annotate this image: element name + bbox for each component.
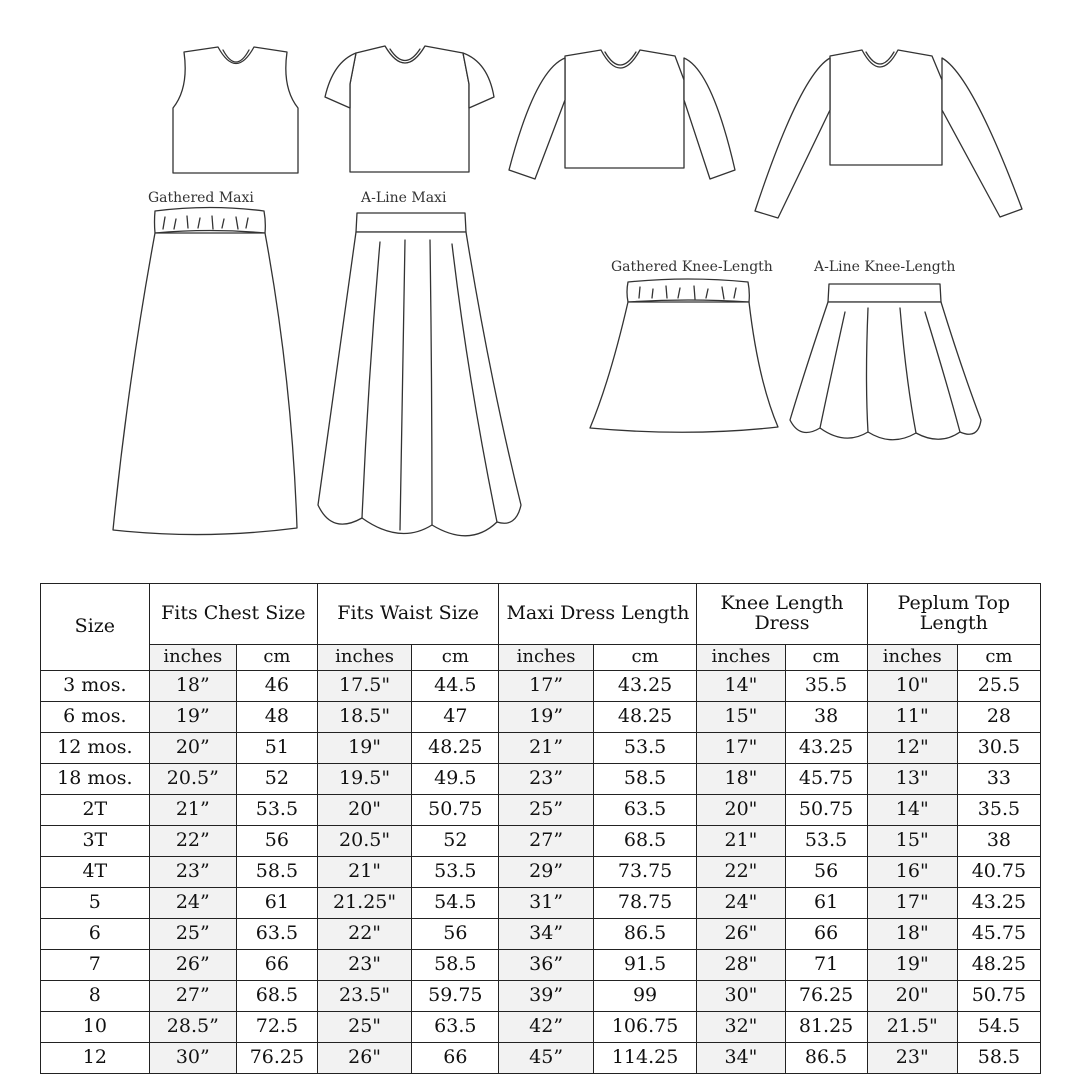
measurement-cell: 58.5 bbox=[412, 950, 499, 981]
size-cell: 7 bbox=[41, 950, 150, 981]
measurement-cell: 19" bbox=[867, 950, 957, 981]
measurement-cell: 14" bbox=[867, 795, 957, 826]
measurement-cell: 50.75 bbox=[785, 795, 867, 826]
measurement-cell: 40.75 bbox=[957, 857, 1040, 888]
measurement-cell: 25” bbox=[149, 919, 236, 950]
measurement-cell: 66 bbox=[412, 1043, 499, 1074]
unit-inches: inches bbox=[149, 645, 236, 671]
measurement-cell: 86.5 bbox=[593, 919, 697, 950]
measurement-cell: 66 bbox=[236, 950, 317, 981]
measurement-cell: 27” bbox=[499, 826, 593, 857]
measurement-cell: 19” bbox=[149, 702, 236, 733]
measurement-cell: 106.75 bbox=[593, 1012, 697, 1043]
measurement-cell: 23” bbox=[149, 857, 236, 888]
measurement-cell: 21.25" bbox=[317, 888, 411, 919]
size-cell: 4T bbox=[41, 857, 150, 888]
label-gathered-maxi: Gathered Maxi bbox=[148, 190, 254, 206]
measurement-cell: 35.5 bbox=[785, 671, 867, 702]
size-cell: 6 mos. bbox=[41, 702, 150, 733]
measurement-cell: 18" bbox=[867, 919, 957, 950]
measurement-cell: 73.75 bbox=[593, 857, 697, 888]
table-row bbox=[41, 919, 1041, 950]
header-waist: Fits Waist Size bbox=[317, 584, 499, 645]
measurement-cell: 23” bbox=[499, 764, 593, 795]
size-header: Size bbox=[41, 584, 150, 671]
measurement-cell: 56 bbox=[412, 919, 499, 950]
measurement-cell: 23" bbox=[867, 1043, 957, 1074]
size-cell: 10 bbox=[41, 1012, 150, 1043]
gathered-maxi-skirt-sketch bbox=[113, 208, 297, 535]
measurement-cell: 53.5 bbox=[412, 857, 499, 888]
size-cell: 5 bbox=[41, 888, 150, 919]
measurement-cell: 43.25 bbox=[593, 671, 697, 702]
size-cell: 12 mos. bbox=[41, 733, 150, 764]
measurement-cell: 28 bbox=[957, 702, 1040, 733]
measurement-cell: 28.5” bbox=[149, 1012, 236, 1043]
size-cell: 12 bbox=[41, 1043, 150, 1074]
measurement-cell: 34” bbox=[499, 919, 593, 950]
measurement-cell: 68.5 bbox=[236, 981, 317, 1012]
long-sleeve-top-sketch bbox=[755, 50, 1022, 218]
measurement-cell: 26" bbox=[317, 1043, 411, 1074]
measurement-cell: 44.5 bbox=[412, 671, 499, 702]
measurement-cell: 54.5 bbox=[957, 1012, 1040, 1043]
table-row bbox=[41, 981, 1041, 1012]
measurement-cell: 36” bbox=[499, 950, 593, 981]
sleeveless-top-sketch bbox=[173, 47, 298, 173]
measurement-cell: 71 bbox=[785, 950, 867, 981]
measurement-cell: 45.75 bbox=[957, 919, 1040, 950]
measurement-cell: 17" bbox=[867, 888, 957, 919]
group-header-row bbox=[41, 584, 1041, 645]
measurement-cell: 53.5 bbox=[785, 826, 867, 857]
measurement-cell: 58.5 bbox=[593, 764, 697, 795]
table-row bbox=[41, 826, 1041, 857]
measurement-cell: 81.25 bbox=[785, 1012, 867, 1043]
measurement-cell: 21” bbox=[499, 733, 593, 764]
measurement-cell: 22" bbox=[317, 919, 411, 950]
measurement-cell: 19" bbox=[317, 733, 411, 764]
measurement-cell: 27” bbox=[149, 981, 236, 1012]
measurement-cell: 31” bbox=[499, 888, 593, 919]
measurement-cell: 51 bbox=[236, 733, 317, 764]
measurement-cell: 58.5 bbox=[236, 857, 317, 888]
measurement-cell: 20" bbox=[697, 795, 785, 826]
measurement-cell: 76.25 bbox=[785, 981, 867, 1012]
measurement-cell: 38 bbox=[957, 826, 1040, 857]
measurement-cell: 63.5 bbox=[412, 1012, 499, 1043]
unit-cm: cm bbox=[785, 645, 867, 671]
measurement-cell: 76.25 bbox=[236, 1043, 317, 1074]
unit-cm: cm bbox=[236, 645, 317, 671]
unit-inches: inches bbox=[499, 645, 593, 671]
unit-cm: cm bbox=[957, 645, 1040, 671]
header-chest: Fits Chest Size bbox=[149, 584, 317, 645]
unit-cm: cm bbox=[412, 645, 499, 671]
measurement-cell: 21" bbox=[697, 826, 785, 857]
measurement-cell: 17.5" bbox=[317, 671, 411, 702]
measurement-cell: 47 bbox=[412, 702, 499, 733]
label-aline-maxi: A-Line Maxi bbox=[361, 190, 447, 206]
aline-maxi-skirt-sketch bbox=[318, 213, 521, 536]
measurement-cell: 25" bbox=[317, 1012, 411, 1043]
measurement-cell: 29” bbox=[499, 857, 593, 888]
puff-sleeve-top-sketch bbox=[325, 46, 494, 172]
measurement-cell: 20" bbox=[867, 981, 957, 1012]
measurement-cell: 48 bbox=[236, 702, 317, 733]
size-cell: 8 bbox=[41, 981, 150, 1012]
three-quarter-sleeve-top-sketch bbox=[509, 50, 735, 179]
measurement-cell: 18.5" bbox=[317, 702, 411, 733]
measurement-cell: 15" bbox=[867, 826, 957, 857]
measurement-cell: 20" bbox=[317, 795, 411, 826]
size-cell: 18 mos. bbox=[41, 764, 150, 795]
table-row bbox=[41, 671, 1041, 702]
measurement-cell: 32" bbox=[697, 1012, 785, 1043]
measurement-cell: 13" bbox=[867, 764, 957, 795]
measurement-cell: 20” bbox=[149, 733, 236, 764]
measurement-cell: 35.5 bbox=[957, 795, 1040, 826]
measurement-cell: 49.5 bbox=[412, 764, 499, 795]
measurement-cell: 52 bbox=[412, 826, 499, 857]
table-row bbox=[41, 702, 1041, 733]
table-row bbox=[41, 764, 1041, 795]
measurement-cell: 25.5 bbox=[957, 671, 1040, 702]
measurement-cell: 61 bbox=[236, 888, 317, 919]
size-cell: 6 bbox=[41, 919, 150, 950]
size-cell: 3T bbox=[41, 826, 150, 857]
measurement-cell: 16" bbox=[867, 857, 957, 888]
size-cell: 2T bbox=[41, 795, 150, 826]
measurement-cell: 17” bbox=[499, 671, 593, 702]
measurement-cell: 23.5" bbox=[317, 981, 411, 1012]
measurement-cell: 24" bbox=[697, 888, 785, 919]
measurement-cell: 21.5" bbox=[867, 1012, 957, 1043]
measurement-cell: 48.25 bbox=[957, 950, 1040, 981]
measurement-cell: 34" bbox=[697, 1043, 785, 1074]
measurement-cell: 63.5 bbox=[236, 919, 317, 950]
table-row bbox=[41, 1012, 1041, 1043]
unit-inches: inches bbox=[697, 645, 785, 671]
measurement-cell: 46 bbox=[236, 671, 317, 702]
measurement-cell: 59.75 bbox=[412, 981, 499, 1012]
measurement-cell: 43.25 bbox=[957, 888, 1040, 919]
measurement-cell: 18" bbox=[697, 764, 785, 795]
measurement-cell: 39” bbox=[499, 981, 593, 1012]
measurement-cell: 48.25 bbox=[412, 733, 499, 764]
measurement-cell: 20.5" bbox=[317, 826, 411, 857]
table-row bbox=[41, 950, 1041, 981]
measurement-cell: 30” bbox=[149, 1043, 236, 1074]
measurement-cell: 50.75 bbox=[957, 981, 1040, 1012]
size-chart-body bbox=[41, 671, 1041, 1074]
measurement-cell: 33 bbox=[957, 764, 1040, 795]
measurement-cell: 56 bbox=[236, 826, 317, 857]
measurement-cell: 38 bbox=[785, 702, 867, 733]
measurement-cell: 22" bbox=[697, 857, 785, 888]
measurement-cell: 45” bbox=[499, 1043, 593, 1074]
measurement-cell: 86.5 bbox=[785, 1043, 867, 1074]
measurement-cell: 61 bbox=[785, 888, 867, 919]
measurement-cell: 56 bbox=[785, 857, 867, 888]
measurement-cell: 10" bbox=[867, 671, 957, 702]
table-row bbox=[41, 795, 1041, 826]
measurement-cell: 43.25 bbox=[785, 733, 867, 764]
label-aline-knee-length: A-Line Knee-Length bbox=[814, 259, 956, 275]
measurement-cell: 53.5 bbox=[593, 733, 697, 764]
measurement-cell: 21” bbox=[149, 795, 236, 826]
measurement-cell: 54.5 bbox=[412, 888, 499, 919]
size-chart-table bbox=[40, 583, 1041, 1074]
measurement-cell: 21" bbox=[317, 857, 411, 888]
measurement-cell: 18” bbox=[149, 671, 236, 702]
measurement-cell: 23" bbox=[317, 950, 411, 981]
measurement-cell: 91.5 bbox=[593, 950, 697, 981]
size-cell: 3 mos. bbox=[41, 671, 150, 702]
unit-header-row bbox=[41, 645, 1041, 671]
aline-knee-skirt-sketch bbox=[790, 284, 981, 440]
measurement-cell: 114.25 bbox=[593, 1043, 697, 1074]
measurement-cell: 42” bbox=[499, 1012, 593, 1043]
unit-inches: inches bbox=[317, 645, 411, 671]
measurement-cell: 66 bbox=[785, 919, 867, 950]
measurement-cell: 52 bbox=[236, 764, 317, 795]
measurement-cell: 30.5 bbox=[957, 733, 1040, 764]
measurement-cell: 26" bbox=[697, 919, 785, 950]
measurement-cell: 19” bbox=[499, 702, 593, 733]
header-peplum-length: Peplum Top Length bbox=[867, 584, 1040, 645]
measurement-cell: 20.5” bbox=[149, 764, 236, 795]
measurement-cell: 26” bbox=[149, 950, 236, 981]
gathered-knee-skirt-sketch bbox=[590, 279, 778, 432]
unit-inches: inches bbox=[867, 645, 957, 671]
measurement-cell: 78.75 bbox=[593, 888, 697, 919]
table-row bbox=[41, 1043, 1041, 1074]
label-gathered-knee-length: Gathered Knee-Length bbox=[611, 259, 773, 275]
header-maxi-length: Maxi Dress Length bbox=[499, 584, 697, 645]
measurement-cell: 99 bbox=[593, 981, 697, 1012]
measurement-cell: 53.5 bbox=[236, 795, 317, 826]
measurement-cell: 68.5 bbox=[593, 826, 697, 857]
table-row bbox=[41, 888, 1041, 919]
measurement-cell: 28" bbox=[697, 950, 785, 981]
header-knee-length: Knee Length Dress bbox=[697, 584, 867, 645]
measurement-cell: 22” bbox=[149, 826, 236, 857]
measurement-cell: 14" bbox=[697, 671, 785, 702]
measurement-cell: 72.5 bbox=[236, 1012, 317, 1043]
measurement-cell: 11" bbox=[867, 702, 957, 733]
measurement-cell: 58.5 bbox=[957, 1043, 1040, 1074]
measurement-cell: 19.5" bbox=[317, 764, 411, 795]
measurement-cell: 63.5 bbox=[593, 795, 697, 826]
measurement-cell: 45.75 bbox=[785, 764, 867, 795]
measurement-cell: 24” bbox=[149, 888, 236, 919]
measurement-cell: 48.25 bbox=[593, 702, 697, 733]
measurement-cell: 12" bbox=[867, 733, 957, 764]
measurement-cell: 30" bbox=[697, 981, 785, 1012]
measurement-cell: 17" bbox=[697, 733, 785, 764]
measurement-cell: 15" bbox=[697, 702, 785, 733]
measurement-cell: 50.75 bbox=[412, 795, 499, 826]
table-row bbox=[41, 857, 1041, 888]
table-row bbox=[41, 733, 1041, 764]
measurement-cell: 25” bbox=[499, 795, 593, 826]
unit-cm: cm bbox=[593, 645, 697, 671]
